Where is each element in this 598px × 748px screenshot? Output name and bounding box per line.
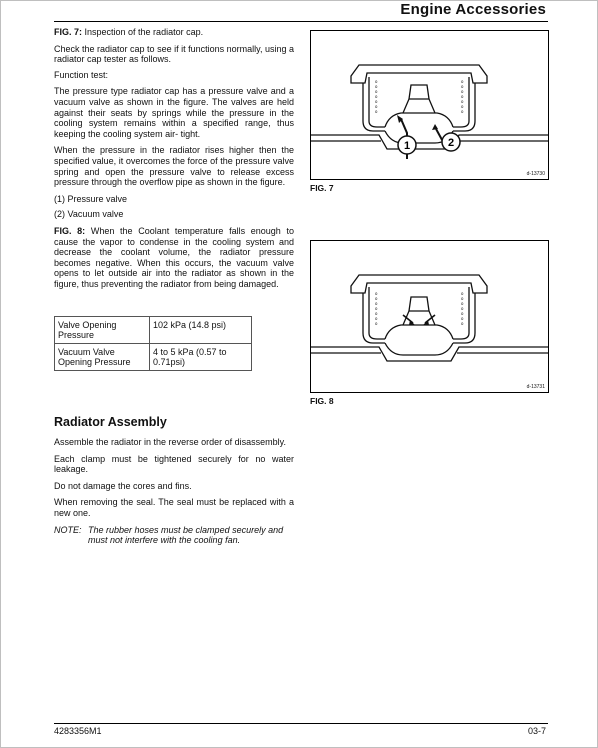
- svg-text:o: o: [375, 89, 378, 94]
- fig8-label: FIG. 8: [310, 396, 334, 406]
- legend-item-1: (1) Pressure valve: [54, 193, 128, 204]
- callout-2-label: 2: [447, 137, 455, 149]
- svg-text:o: o: [375, 291, 378, 296]
- fig8-caption: [54, 226, 294, 290]
- spec-label: Valve Opening Pressure: [55, 317, 150, 344]
- fig8-caption-label: FIG. 8:: [54, 225, 86, 236]
- svg-text:o: o: [461, 301, 464, 306]
- assembly-text: [54, 437, 294, 546]
- fig7-id: d-13730: [526, 171, 545, 177]
- assembly-para: Each clamp must be tightened securely for no water leakage.: [54, 453, 294, 475]
- fig8-caption-text: When the Coolant temperature falls enough to cause the vapor to condense in the cooling system and decrease the coolant volume, the radiator pressure becomes negative. When this occurs, the vacuum valve opens to let outside air into the radiator as shown in the figure, thus preventing the radiator from being damaged.: [54, 225, 294, 289]
- svg-text:o: o: [375, 296, 378, 301]
- svg-text:o: o: [461, 99, 464, 104]
- assembly-para: Do not damage the cores and fins.: [54, 480, 192, 491]
- footer-rule: [54, 723, 548, 724]
- svg-text:o: o: [461, 89, 464, 94]
- svg-text:o: o: [461, 79, 464, 84]
- spec-value: 102 kPa (14.8 psi): [150, 317, 252, 344]
- svg-text:o: o: [375, 84, 378, 89]
- fig8-id: d-13731: [526, 384, 545, 390]
- fig8-image: [310, 240, 549, 393]
- svg-text:o: o: [461, 104, 464, 109]
- para-check: Check the radiator cap to see if it functions normally, using a radiator cap tester as follows.: [54, 43, 294, 65]
- function-test-label: Function test:: [54, 69, 109, 80]
- svg-text:o: o: [375, 321, 378, 326]
- header-title: Engine Accessories: [400, 1, 546, 18]
- svg-text:o: o: [375, 316, 378, 321]
- spec-value: 4 to 5 kPa (0.57 to 0.71psi): [150, 344, 252, 371]
- note-text: The rubber hoses must be clamped securely and must not interfere with the cooling fan.: [88, 524, 284, 546]
- svg-text:o: o: [461, 306, 464, 311]
- svg-text:o: o: [375, 104, 378, 109]
- svg-text:o: o: [375, 311, 378, 316]
- svg-text:o: o: [375, 301, 378, 306]
- svg-text:o: o: [461, 291, 464, 296]
- svg-text:o: o: [461, 84, 464, 89]
- svg-text:o: o: [375, 109, 378, 114]
- svg-text:o: o: [461, 94, 464, 99]
- doc-number: 4283356M1: [54, 726, 102, 736]
- assembly-para: Assemble the radiator in the reverse order of disassembly.: [54, 437, 286, 447]
- svg-text:o: o: [461, 311, 464, 316]
- page-number: 03-7: [527, 726, 546, 736]
- svg-text:o: o: [461, 316, 464, 321]
- table-row: [55, 317, 252, 344]
- fig7-image: [310, 30, 549, 180]
- svg-text:o: o: [375, 94, 378, 99]
- svg-text:o: o: [375, 99, 378, 104]
- fig7-caption-label: FIG. 7:: [54, 27, 83, 37]
- fig7-label: FIG. 7: [310, 183, 334, 193]
- left-column-text: [54, 27, 294, 289]
- svg-text:o: o: [461, 321, 464, 326]
- para-pressure: The pressure type radiator cap has a pressure valve and a vacuum valve as shown in the figure. The valves are held against their seats by springs while the pressure in the cooling system remains within a specified range, thus keeping the cooling system air- tight.: [54, 86, 294, 139]
- fig7-caption: [54, 27, 294, 38]
- spec-label: Vacuum Valve Opening Pressure: [55, 344, 150, 371]
- header-rule: [54, 21, 548, 22]
- para-rises: When the pressure in the radiator rises higher then the specified value, it overcomes the force of the pressure valve spring and open the pressure valve to release excess pressure through the overflow pipe as shown in the figure.: [54, 145, 294, 188]
- note-label: NOTE:: [54, 524, 82, 535]
- fig7-caption-text: Inspection of the radiator cap.: [82, 27, 204, 37]
- spec-table: [54, 316, 252, 371]
- table-row: [55, 344, 252, 371]
- svg-text:o: o: [375, 306, 378, 311]
- radiator-cap-vacuum-diagram: [311, 241, 548, 392]
- legend-item-2: (2) Vacuum valve: [54, 209, 124, 220]
- svg-text:o: o: [461, 296, 464, 301]
- section-title: Radiator Assembly: [54, 415, 167, 429]
- svg-text:o: o: [461, 109, 464, 114]
- radiator-cap-diagram: [311, 31, 548, 179]
- callout-1-label: 1: [403, 140, 411, 152]
- note: [54, 525, 294, 546]
- assembly-para: When removing the seal. The seal must be replaced with a new one.: [54, 497, 294, 518]
- svg-text:o: o: [375, 79, 378, 84]
